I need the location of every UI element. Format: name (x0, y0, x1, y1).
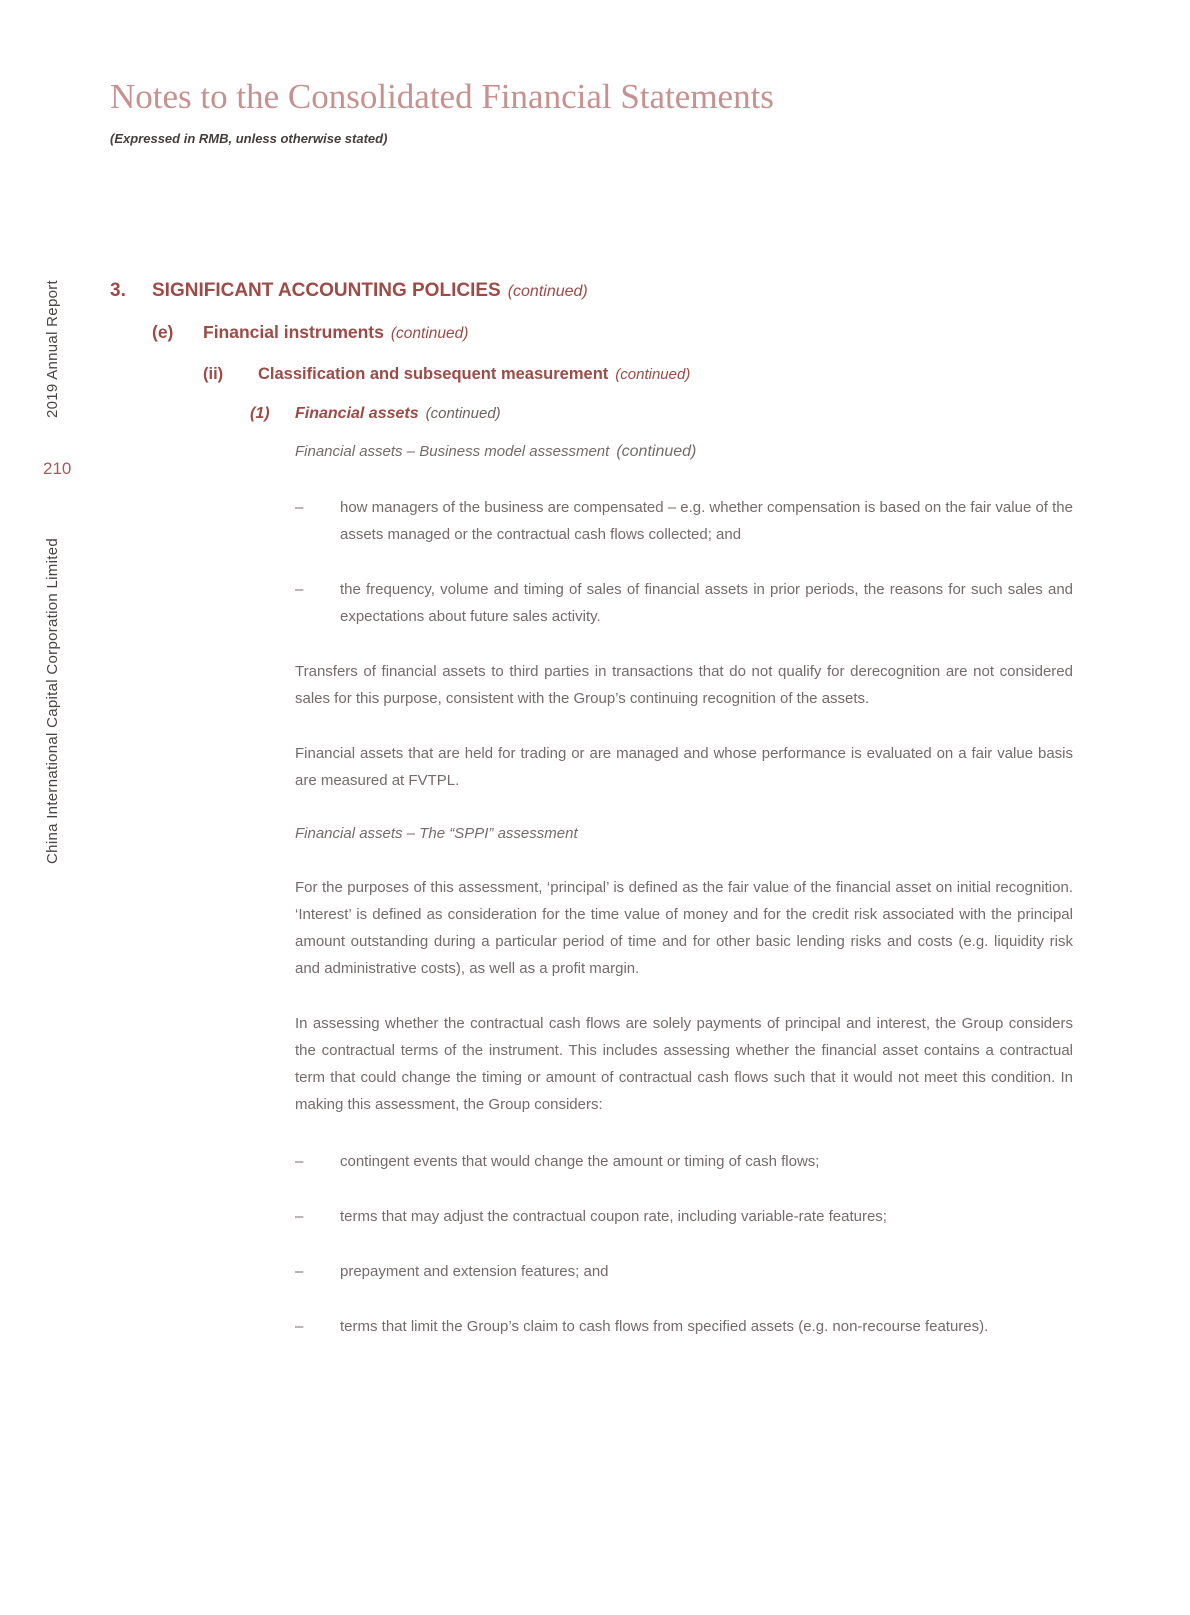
bullet-dash: – (295, 1263, 304, 1280)
page-number: 210 (43, 459, 72, 478)
continued-suffix: (continued) (390, 325, 469, 342)
bullet-dash: – (295, 1208, 304, 1225)
subheading-text: Financial assets – Business model assessment (295, 443, 610, 460)
section-number: (1) (250, 405, 270, 422)
list-item (295, 1148, 1073, 1175)
section-body (295, 440, 1073, 1340)
section-heading-level2 (152, 320, 1073, 346)
annual-report-label: 2019 Annual Report (44, 280, 61, 419)
section-title: Financial instruments (203, 322, 384, 342)
bullet-text: the frequency, volume and timing of sales of financial assets in prior periods, the reasons for such sales and expectations about future sales activity. (340, 581, 1073, 625)
bullet-list-sppi-considerations (295, 1148, 1073, 1340)
section-title: SIGNIFICANT ACCOUNTING POLICIES (152, 280, 501, 301)
company-name-label: China International Capital Corporation Limited (44, 538, 61, 864)
continued-suffix: (continued) (615, 366, 691, 383)
continued-suffix: (continued) (507, 283, 588, 300)
section-number: (ii) (203, 365, 224, 383)
section-title: Classification and subsequent measurement (258, 365, 609, 383)
list-item (295, 494, 1073, 548)
bullet-dash: – (295, 581, 304, 598)
bullet-text: how managers of the business are compensated – e.g. whether compensation is based on the fair value of the assets managed or the contractual cash flows collected; and (340, 499, 1073, 543)
list-item (295, 576, 1073, 630)
bullet-text: terms that may adjust the contractual coupon rate, including variable-rate features; (340, 1208, 887, 1225)
section-heading-level4 (250, 402, 1073, 426)
section-number: 3. (110, 280, 126, 301)
section-number: (e) (152, 322, 174, 342)
continued-suffix: (continued) (425, 405, 501, 422)
continued-suffix: (continued) (616, 443, 697, 460)
paragraph-principal-definition: For the purposes of this assessment, ‘principal’ is defined as the fair value of the financial asset on initial recognition. ‘Interest’ is defined as consideration for the time value of money and for the credit risk associated with the principal amount outstanding during a particular period of time and for other basic lending risks and costs (e.g. liquidity risk and administrative costs), as well as a profit margin. (295, 879, 1073, 977)
section-heading-level1 (110, 278, 1073, 305)
section-title-wrap (295, 402, 501, 426)
bullet-text: prepayment and extension features; and (340, 1263, 609, 1280)
section-heading-level3 (203, 362, 1073, 387)
paragraph-transfers: Transfers of financial assets to third parties in transactions that do not qualify for derecognition are not considered sales for this purpose, consistent with the Group’s continuing recognition of the assets. (295, 663, 1073, 707)
bullet-text: terms that limit the Group’s claim to cash flows from specified assets (e.g. non-recourse features). (340, 1318, 989, 1335)
bullet-dash: – (295, 499, 304, 516)
bullet-list-business-model (295, 494, 1073, 630)
paragraph-fvtpl: Financial assets that are held for trading or are managed and whose performance is evaluated on a fair value basis are measured at FVTPL. (295, 745, 1073, 789)
list-item (295, 1203, 1073, 1230)
section-title: Financial assets (295, 405, 419, 422)
list-item (295, 1258, 1073, 1285)
document-subtitle: (Expressed in RMB, unless otherwise stated) (110, 131, 388, 146)
subheading-business-model (295, 440, 1073, 464)
main-content (110, 78, 1073, 1340)
bullet-dash: – (295, 1153, 304, 1170)
document-title: Notes to the Consolidated Financial Statements (110, 77, 774, 116)
section-title-wrap (152, 278, 588, 305)
list-item (295, 1313, 1073, 1340)
subheading-sppi: Financial assets – The “SPPI” assessment (295, 825, 578, 842)
paragraph-sppi-assessment: In assessing whether the contractual cash flows are solely payments of principal and interest, the Group considers the contractual terms of the instrument. This includes assessing whether the financial asset contains a contractual term that could change the timing or amount of contractual cash flows such that it would not meet this condition. In making this assessment, the Group considers: (295, 1015, 1073, 1113)
section-title-wrap (203, 320, 468, 346)
bullet-text: contingent events that would change the amount or timing of cash flows; (340, 1153, 820, 1170)
bullet-dash: – (295, 1318, 304, 1335)
section-title-wrap (258, 362, 690, 387)
